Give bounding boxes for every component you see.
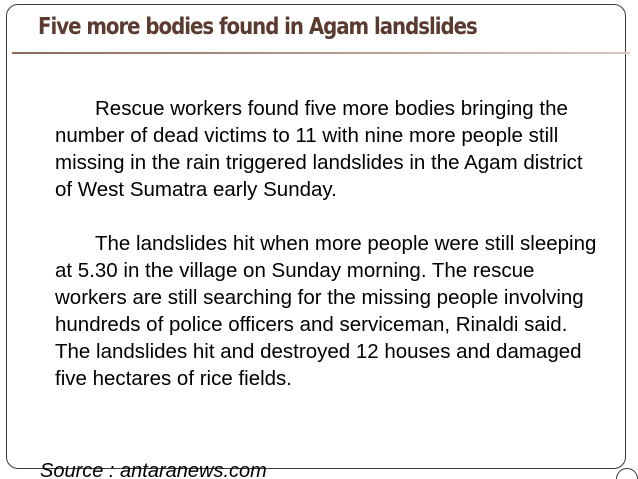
- slide-title: Five more bodies found in Agam landslides: [38, 14, 477, 40]
- slide-body: [55, 95, 600, 392]
- slide-corner-circle: [616, 468, 638, 479]
- source-credit: Source : antaranews.com: [40, 460, 267, 479]
- body-paragraph-1: Rescue workers found five more bodies bringing the number of dead victims to 11 with nine more people still missing in the rain triggered landslides in the Agam district of West Sumatra early Sunday.: [55, 97, 583, 201]
- body-paragraph-2: The landslides hit when more people were still sleeping at 5.30 in the village on Sunday morning. The rescue workers are still searching for the missing people involving hundreds of police officers and serviceman, Rinaldi said. The landslides hit and destroyed 12 houses and damaged five hectares of rice fields.: [55, 232, 597, 390]
- title-underline: [12, 52, 630, 54]
